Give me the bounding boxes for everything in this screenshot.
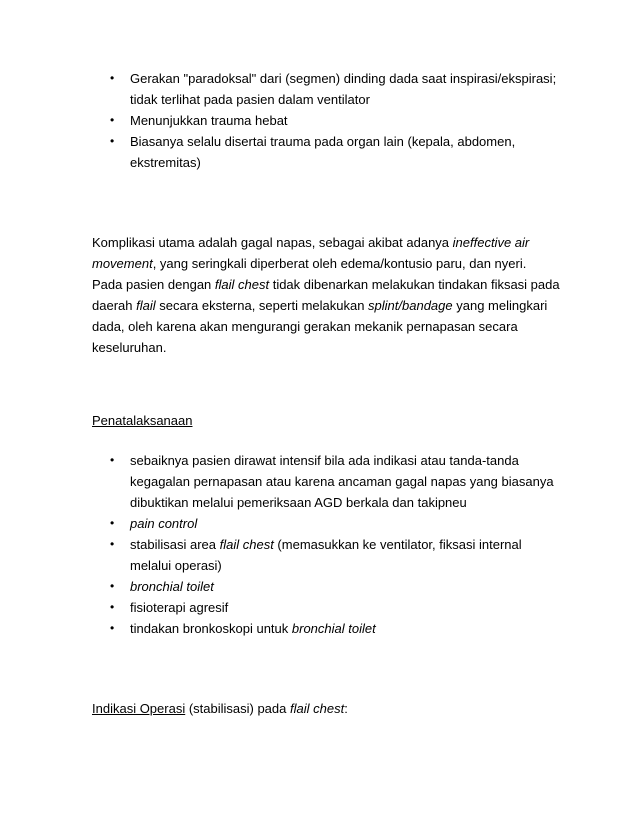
paragraph-text: Komplikasi utama adalah gagal napas, sebagai akibat adanya xyxy=(92,235,453,250)
bullet-icon: • xyxy=(110,453,115,467)
list-item-line: Biasanya selalu disertai trauma pada organ lain (kepala, abdomen, xyxy=(130,134,516,149)
list-item-term: bronchial toilet xyxy=(291,621,376,636)
heading-penatalaksanaan: Penatalaksanaan xyxy=(92,413,193,428)
paragraph-line xyxy=(92,253,552,274)
paragraph-text: secara eksterna, seperti melakukan xyxy=(155,298,369,313)
bullet-icon: • xyxy=(110,113,115,127)
bullet-icon: • xyxy=(110,600,115,614)
list-item xyxy=(92,576,552,597)
list-item-line: kegagalan pernapasan atau karena ancaman gagal napas yang biasanya xyxy=(130,474,554,489)
list-item-line: fisioterapi agresif xyxy=(130,600,229,615)
paragraph-term: movement xyxy=(92,256,153,271)
paragraph-line: keseluruhan. xyxy=(92,340,167,355)
list-item xyxy=(92,131,552,173)
list-item xyxy=(92,618,552,639)
paragraph-line: dada, oleh karena akan mengurangi gerakan mekanik pernapasan secara xyxy=(92,319,518,334)
indication-text: (stabilisasi) pada xyxy=(185,701,290,716)
paragraph-text: daerah xyxy=(92,298,137,313)
section-heading xyxy=(92,410,552,431)
paragraph-term: ineffective air xyxy=(452,235,530,250)
list-item-term: flail chest xyxy=(219,537,274,552)
heading-indikasi-operasi: Indikasi Operasi xyxy=(92,701,186,716)
paragraph-text: tidak dibenarkan melakukan tindakan fiksasi pada xyxy=(269,277,560,292)
management-list xyxy=(92,450,552,639)
list-item-line: bronchial toilet xyxy=(130,579,214,594)
paragraph-line xyxy=(92,274,560,295)
list-item-text: stabilisasi area xyxy=(130,537,220,552)
bullet-icon: • xyxy=(110,134,115,148)
paragraph-text: Pada pasien dengan xyxy=(92,277,215,292)
list-item xyxy=(92,450,552,513)
complication-paragraph xyxy=(92,232,560,358)
paragraph-text: yang melingkari xyxy=(452,298,548,313)
bullet-icon: • xyxy=(110,71,115,85)
paragraph-term: flail chest xyxy=(214,277,270,292)
indication-heading xyxy=(92,698,552,719)
bullet-icon: • xyxy=(110,516,115,530)
paragraph-text: , yang seringkali diperberat oleh edema/kontusio paru, dan nyeri. xyxy=(152,256,527,271)
list-item-line: melalui operasi) xyxy=(130,558,222,573)
list-item-line: Menunjukkan trauma hebat xyxy=(130,113,288,128)
bullet-icon: • xyxy=(110,579,115,593)
list-item-text: tindakan bronkoskopi untuk xyxy=(130,621,292,636)
paragraph-term: flail xyxy=(136,298,156,313)
list-item xyxy=(92,513,552,534)
list-item-line: dibuktikan melalui pemeriksaan AGD berkala dan takipneu xyxy=(130,495,467,510)
list-item-line: sebaiknya pasien dirawat intensif bila ada indikasi atau tanda-tanda xyxy=(130,453,519,468)
symptom-list xyxy=(92,68,557,173)
list-item xyxy=(92,534,552,576)
indication-colon: : xyxy=(344,701,348,716)
indication-term: flail chest xyxy=(290,701,345,716)
list-item-line: ekstremitas) xyxy=(130,155,201,170)
paragraph-line xyxy=(92,295,552,316)
paragraph-term: splint/bandage xyxy=(368,298,453,313)
list-item-line xyxy=(130,618,552,639)
list-item xyxy=(92,110,552,131)
paragraph-line xyxy=(92,232,552,253)
list-item-line: tidak terlihat pada pasien dalam ventilator xyxy=(130,92,370,107)
bullet-icon: • xyxy=(110,537,115,551)
list-item xyxy=(92,597,552,618)
list-item-line: pain control xyxy=(130,516,198,531)
list-item-line: Gerakan "paradoksal" dari (segmen) dinding dada saat inspirasi/ekspirasi; xyxy=(130,71,557,86)
bullet-icon: • xyxy=(110,621,115,635)
list-item-line xyxy=(130,534,552,555)
list-item-text: (memasukkan ke ventilator, fiksasi internal xyxy=(273,537,522,552)
list-item xyxy=(92,68,557,110)
